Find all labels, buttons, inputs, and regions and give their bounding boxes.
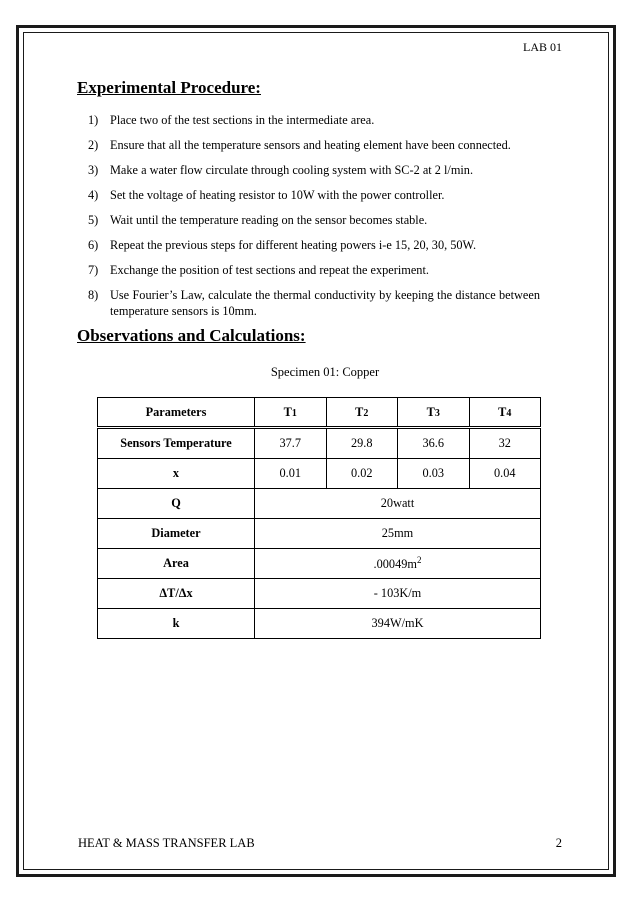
row-label-area: Area xyxy=(98,549,255,579)
step-number: 7) xyxy=(88,263,99,277)
procedure-step xyxy=(88,137,540,153)
step-number: 8) xyxy=(88,288,99,302)
step-text: Set the voltage of heating resistor to 10W with the power controller. xyxy=(110,188,445,202)
table-cell: 0.04 xyxy=(469,459,541,489)
page-header-label: LAB 01 xyxy=(523,40,562,54)
header-t3-subscript: 3 xyxy=(434,407,440,419)
observations-table xyxy=(97,397,541,639)
table-cell: 32 xyxy=(469,428,541,459)
table-cell: 20watt xyxy=(255,489,541,519)
procedure-step xyxy=(88,287,540,319)
table-caption: Specimen 01: Copper xyxy=(270,365,380,379)
row-label-diameter: Diameter xyxy=(98,519,255,549)
page-number: 2 xyxy=(555,836,562,850)
header-t3-label: T xyxy=(426,404,435,419)
step-text: Repeat the previous steps for different heating powers i-e 15, 20, 30, 50W. xyxy=(110,238,477,252)
row-label-q: Q xyxy=(98,489,255,519)
table-cell: 29.8 xyxy=(326,428,398,459)
header-t1-label: T xyxy=(283,404,292,419)
step-text: Wait until the temperature reading on the sensor becomes stable. xyxy=(110,213,428,227)
area-superscript: 2 xyxy=(416,554,422,565)
procedure-step xyxy=(88,187,540,203)
table-row xyxy=(98,459,541,489)
procedure-step xyxy=(88,112,540,128)
step-number: 5) xyxy=(88,213,99,227)
step-number: 1) xyxy=(88,113,99,127)
procedure-step xyxy=(88,237,540,253)
header-t4-label: T xyxy=(498,404,507,419)
step-text: Exchange the position of test sections and repeat the experiment. xyxy=(110,263,429,277)
procedure-step xyxy=(88,212,540,228)
header-t4-subscript: 4 xyxy=(506,407,512,419)
row-label-k: k xyxy=(98,609,255,639)
row-label-gradient: ΔT/Δx xyxy=(98,579,255,609)
table-cell: 394W/mK xyxy=(255,609,541,639)
table-cell: 36.6 xyxy=(398,428,470,459)
table-row xyxy=(98,428,541,459)
header-parameters: Parameters xyxy=(98,398,255,428)
row-label-sensors: Sensors Temperature xyxy=(98,428,255,459)
table-cell: 0.01 xyxy=(255,459,327,489)
step-text: Place two of the test sections in the intermediate area. xyxy=(110,113,375,127)
step-number: 4) xyxy=(88,188,99,202)
step-text: Use Fourier’s Law, calculate the thermal conductivity by keeping the distance between temperature sensors is 10mm. xyxy=(110,288,540,318)
procedure-step xyxy=(88,262,540,278)
table-row xyxy=(98,549,541,579)
header-t2 xyxy=(326,398,398,428)
step-number: 3) xyxy=(88,163,99,177)
table-cell: 0.02 xyxy=(326,459,398,489)
procedure-heading: Experimental Procedure: xyxy=(77,78,261,97)
table-row xyxy=(98,519,541,549)
area-value: .00049m xyxy=(373,557,417,572)
table-row xyxy=(98,609,541,639)
table-cell: 37.7 xyxy=(255,428,327,459)
table-cell xyxy=(255,549,541,579)
table-cell: 25mm xyxy=(255,519,541,549)
procedure-step xyxy=(88,162,540,178)
table-row xyxy=(98,579,541,609)
observations-heading: Observations and Calculations: xyxy=(77,326,306,345)
table-cell: - 103K/m xyxy=(255,579,541,609)
page-footer-label: HEAT & MASS TRANSFER LAB xyxy=(78,836,255,850)
header-t2-label: T xyxy=(355,404,364,419)
step-number: 2) xyxy=(88,138,99,152)
procedure-steps-list xyxy=(88,112,540,328)
row-label-x: x xyxy=(98,459,255,489)
header-t3 xyxy=(398,398,470,428)
header-t4 xyxy=(469,398,541,428)
step-text: Ensure that all the temperature sensors and heating element have been connected. xyxy=(110,138,511,152)
header-t1-subscript: 1 xyxy=(291,407,297,419)
table-row xyxy=(98,489,541,519)
table-cell: 0.03 xyxy=(398,459,470,489)
step-text: Make a water flow circulate through cooling system with SC-2 at 2 l/min. xyxy=(110,163,474,177)
header-t1 xyxy=(255,398,327,428)
header-t2-subscript: 2 xyxy=(363,407,369,419)
step-number: 6) xyxy=(88,238,99,252)
table-header-row xyxy=(98,398,541,428)
